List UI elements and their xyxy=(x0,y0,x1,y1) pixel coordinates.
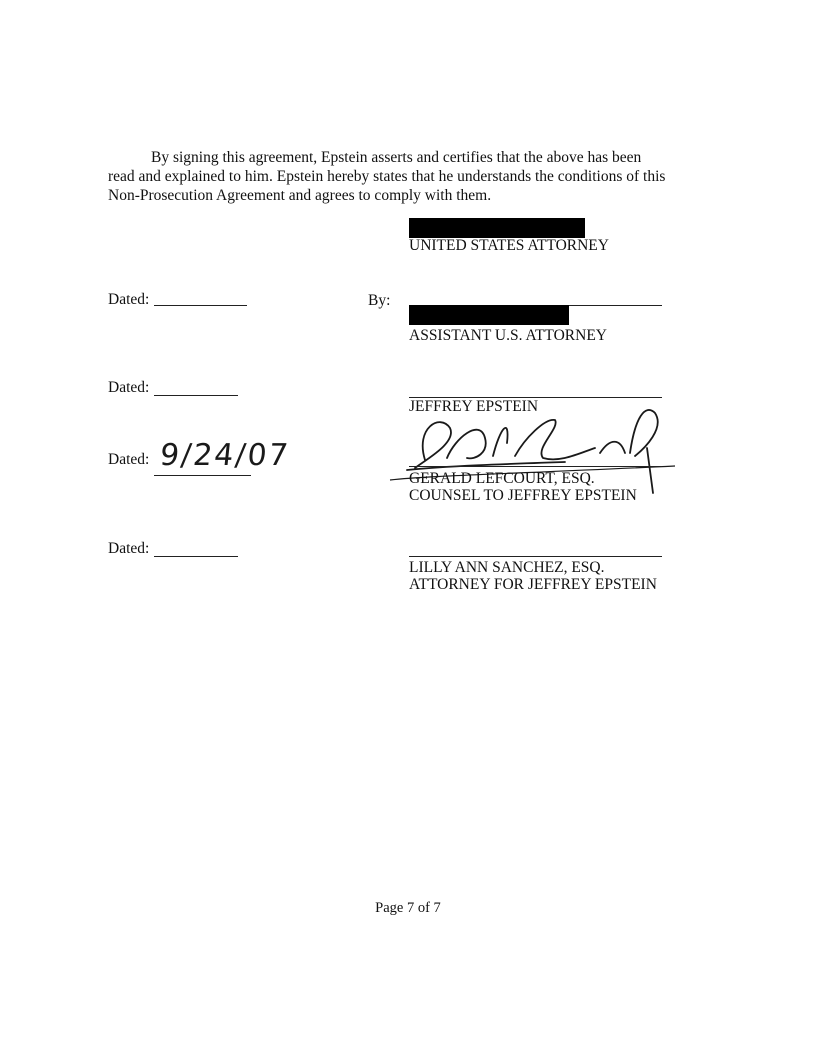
us-attorney-title: UNITED STATES ATTORNEY xyxy=(409,237,609,254)
page-number: Page 7 of 7 xyxy=(375,900,441,916)
epstein-name: JEFFREY EPSTEIN xyxy=(409,398,539,415)
date-line xyxy=(154,305,247,306)
lefcourt-name: GERALD LEFCOURT, ESQ. xyxy=(409,470,595,487)
sanchez-title: ATTORNEY FOR JEFFREY EPSTEIN xyxy=(409,576,657,593)
signature-line xyxy=(409,466,662,467)
redaction-box xyxy=(409,218,585,238)
date-line xyxy=(154,556,238,557)
dated-label: Dated: xyxy=(108,379,150,396)
signature-line xyxy=(409,556,662,557)
date-line xyxy=(154,475,251,476)
redaction-box xyxy=(409,305,569,325)
certification-text: By signing this agreement, Epstein asserts and certifies that the above has been read and explained to him. Epstein hereby states that he understands the conditions of this Non-Prosecution Agreement and agrees to comply with them. xyxy=(108,149,666,204)
certification-paragraph xyxy=(108,148,668,205)
dated-label: Dated: xyxy=(108,291,150,308)
ausa-title: ASSISTANT U.S. ATTORNEY xyxy=(409,327,607,344)
lefcourt-title: COUNSEL TO JEFFREY EPSTEIN xyxy=(409,487,637,504)
dated-label: Dated: xyxy=(108,451,150,468)
dated-label: Dated: xyxy=(108,540,150,557)
handwritten-date: 9/24/07 xyxy=(158,438,292,473)
date-line xyxy=(154,395,238,396)
sanchez-name: LILLY ANN SANCHEZ, ESQ. xyxy=(409,559,605,576)
by-label: By: xyxy=(368,292,391,309)
